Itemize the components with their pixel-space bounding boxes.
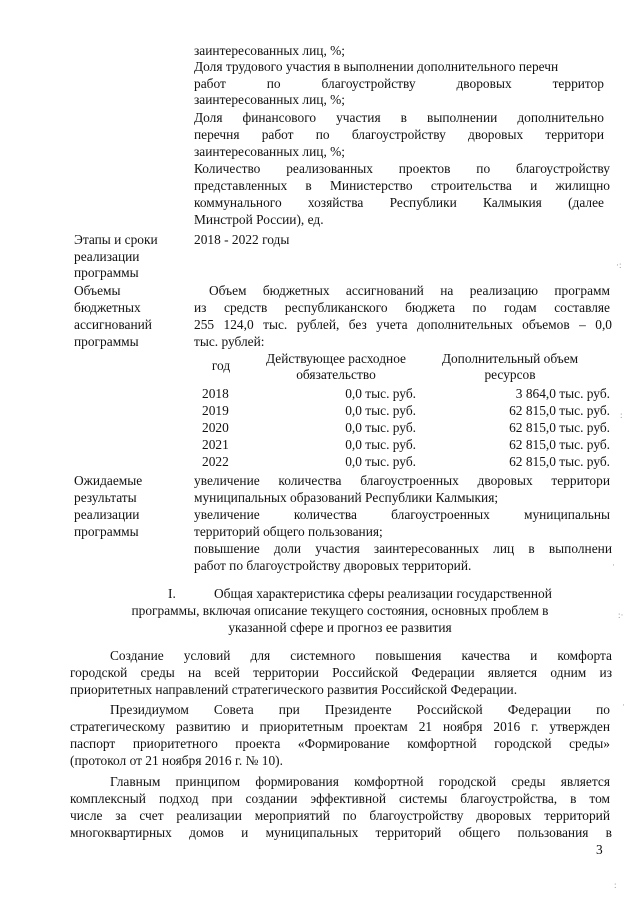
table-header-current: Действующее расходное bbox=[266, 351, 406, 366]
budget-label: бюджетных bbox=[74, 300, 141, 315]
paragraph-line: многоквартирных домов и муниципальных территорий общего пользования в bbox=[70, 825, 612, 840]
paragraph-line: Создание условий для системного повышения качества и комфорта bbox=[110, 648, 612, 663]
stages-value: 2018 - 2022 годы bbox=[194, 232, 290, 247]
budget-text: Объем бюджетных ассигнований на реализацию программ bbox=[209, 283, 610, 298]
target-line: Минстрой России), ед. bbox=[194, 212, 324, 227]
results-label: реализации bbox=[74, 507, 140, 522]
budget-text: 255 124,0 тыс. рублей, без учета дополнительных объемов – 0,0 bbox=[194, 317, 612, 332]
paragraph-line: числе за счет реализации мероприятий по благоустройству дворовых территорий bbox=[70, 808, 610, 823]
table-cell-current: 0,0 тыс. руб. bbox=[345, 403, 416, 418]
table-cell-additional: 62 815,0 тыс. руб. bbox=[509, 403, 610, 418]
results-text: повышение доли участия заинтересованных лиц в выполнени bbox=[194, 541, 612, 556]
target-line: перечня работ по благоустройству дворовых территори bbox=[194, 127, 604, 142]
page-number: 3 bbox=[596, 842, 603, 857]
stages-label: Этапы и сроки bbox=[74, 232, 158, 247]
results-text: работ по благоустройству дворовых территорий. bbox=[194, 558, 472, 573]
section-title-line: указанной сфере и прогноз ее развития bbox=[228, 620, 452, 635]
target-line: Доля финансового участия в выполнении дополнительно bbox=[194, 110, 604, 125]
paragraph-line: стратегическому развитию и приоритетным проектам 21 ноября 2016 г. утвержден bbox=[70, 719, 610, 734]
budget-label: Объемы bbox=[74, 283, 121, 298]
paragraph-line: Главным принципом формирования комфортной городской среды является bbox=[110, 774, 610, 789]
target-line: работ по благоустройству дворовых территор bbox=[194, 76, 604, 91]
table-cell-year: 2019 bbox=[202, 403, 229, 418]
budget-label: ассигнований bbox=[74, 317, 152, 332]
table-header-additional: ресурсов bbox=[484, 367, 536, 382]
paragraph-line: городской среды на всей территории Российской Федерации является одним из bbox=[70, 665, 612, 680]
table-cell-current: 0,0 тыс. руб. bbox=[345, 454, 416, 469]
target-line: заинтересованных лиц, %; bbox=[194, 43, 346, 58]
results-text: территорий общего пользования; bbox=[194, 524, 383, 539]
results-label: Ожидаемые bbox=[74, 473, 143, 488]
table-cell-additional: 62 815,0 тыс. руб. bbox=[509, 437, 610, 452]
table-cell-year: 2022 bbox=[202, 454, 229, 469]
target-line: Количество реализованных проектов по благоустройству bbox=[194, 161, 610, 176]
target-line: заинтересованных лиц, %; bbox=[194, 92, 346, 107]
table-cell-additional: 3 864,0 тыс. руб. bbox=[515, 386, 610, 401]
table-header-current: обязательство bbox=[296, 367, 376, 382]
results-label: программы bbox=[74, 524, 139, 539]
table-cell-additional: 62 815,0 тыс. руб. bbox=[509, 420, 610, 435]
paragraph-line: приоритетных направлений стратегического развития Российской Федерации. bbox=[70, 682, 518, 697]
table-cell-additional: 62 815,0 тыс. руб. bbox=[509, 454, 610, 469]
table-cell-current: 0,0 тыс. руб. bbox=[345, 386, 416, 401]
stages-label: реализации bbox=[74, 249, 140, 264]
stages-label: программы bbox=[74, 265, 139, 280]
budget-text: тыс. рублей: bbox=[194, 334, 265, 349]
table-cell-current: 0,0 тыс. руб. bbox=[345, 420, 416, 435]
results-label: результаты bbox=[74, 490, 137, 505]
budget-text: из средств республиканского бюджета по годам составляе bbox=[194, 300, 610, 315]
paragraph-line: (протокол от 21 ноября 2016 г. № 10). bbox=[70, 753, 283, 768]
paragraph-line: комплексный подход при создании эффективной системы благоустройства, в том bbox=[70, 791, 610, 806]
section-title-line: Общая характеристика сферы реализации государственной bbox=[214, 586, 552, 601]
table-cell-year: 2018 bbox=[202, 386, 229, 401]
budget-label: программы bbox=[74, 334, 139, 349]
section-title-line: программы, включая описание текущего состояния, основных проблем в bbox=[131, 603, 549, 618]
table-header-year: год bbox=[211, 358, 231, 373]
table-cell-current: 0,0 тыс. руб. bbox=[345, 437, 416, 452]
results-text: увеличение количества благоустроенных муниципальны bbox=[194, 507, 610, 522]
table-header-additional: Дополнительный объем bbox=[441, 351, 579, 366]
target-line: коммунального хозяйства Республики Калмыкия (далее bbox=[194, 195, 604, 210]
section-number: I. bbox=[168, 586, 176, 601]
paragraph-line: паспорт приоритетного проекта «Формирование комфортной городской среды» bbox=[70, 736, 610, 751]
target-line: заинтересованных лиц, %; bbox=[194, 144, 346, 159]
results-text: увеличение количества благоустроенных дворовых территори bbox=[194, 473, 610, 488]
table-cell-year: 2021 bbox=[202, 437, 229, 452]
target-line: Доля трудового участия в выполнении дополнительного перечн bbox=[194, 59, 559, 74]
table-cell-year: 2020 bbox=[202, 420, 229, 435]
results-text: муниципальных образований Республики Калмыкия; bbox=[194, 490, 499, 505]
paragraph-line: Президиумом Совета при Президенте Российской Федерации по bbox=[110, 702, 610, 717]
target-line: представленных в Министерство строительства и жилищно bbox=[194, 178, 610, 193]
